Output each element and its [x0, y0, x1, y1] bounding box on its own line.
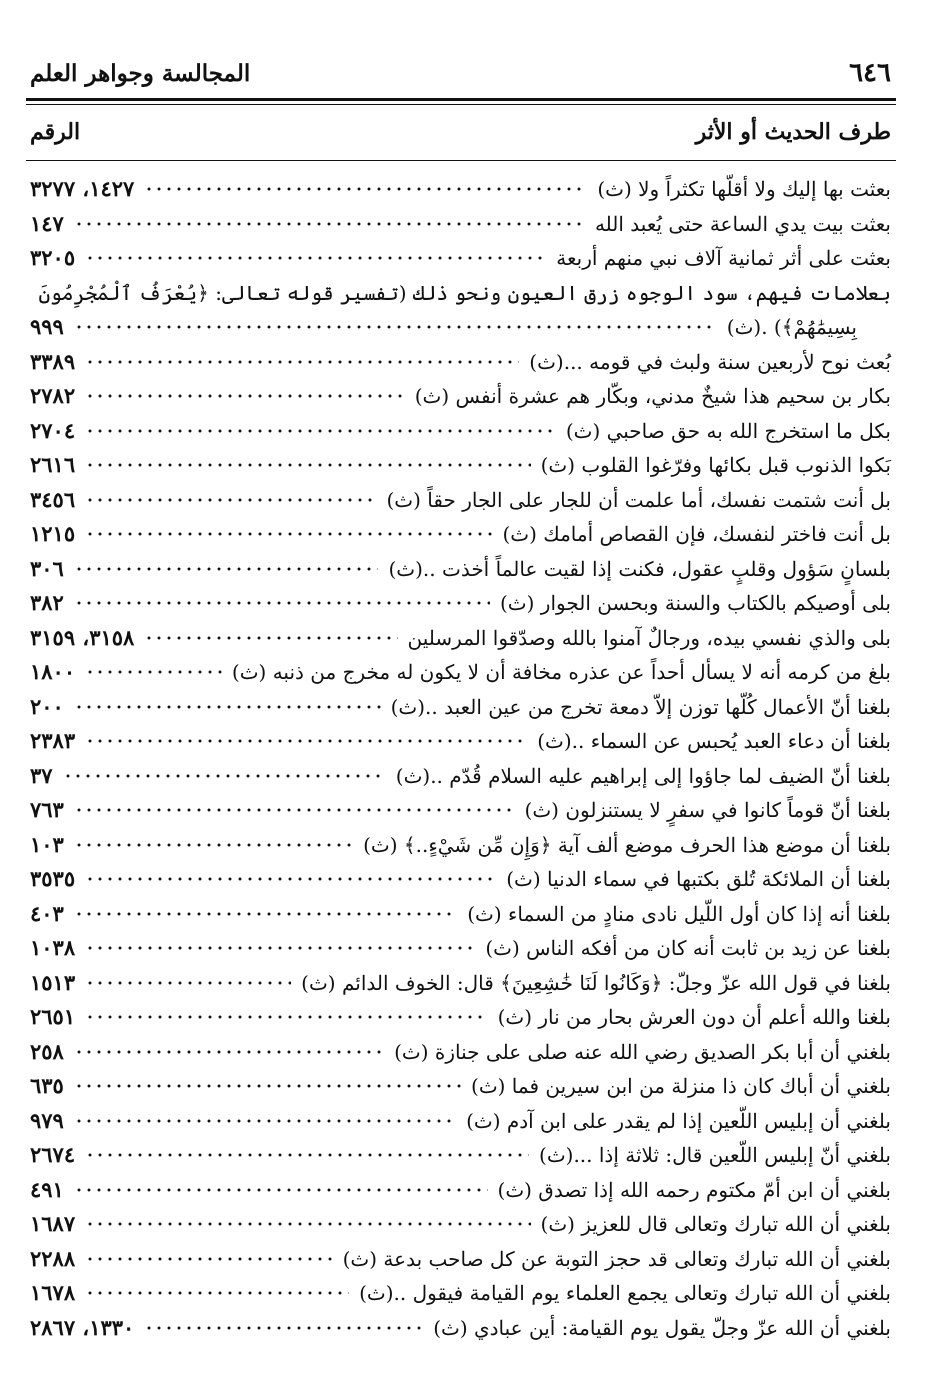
dot-leader — [85, 876, 496, 882]
index-entry — [30, 793, 891, 828]
entry-reference-number: ٣٠٦ — [30, 555, 64, 581]
entry-text: بلغنا أن دعاء العبد يُحبس عن السماء ..(ث) — [537, 729, 891, 753]
entry-reference-number: ١٣٣٠، ٢٨٦٧ — [30, 1314, 135, 1340]
dot-leader — [85, 531, 492, 537]
dot-leader — [85, 359, 519, 365]
dot-leader — [85, 393, 405, 399]
entry-reference-number: ٧٦٣ — [30, 797, 64, 822]
entry-reference-number: ١٨٠٠ — [30, 659, 76, 684]
index-entry — [30, 552, 891, 587]
index-entry — [30, 1242, 891, 1277]
dot-leader — [85, 738, 527, 744]
index-entry — [30, 310, 891, 345]
entry-text: بلغنا أنّ الضيف لما جاؤوا إلى إبراهيم عليه السلام قُدّم ..(ث) — [395, 763, 891, 788]
entry-reference-number: ٢٠٠ — [30, 693, 64, 719]
index-entry — [30, 241, 891, 276]
dot-leader — [74, 600, 490, 606]
dot-leader — [144, 186, 587, 192]
index-entry — [30, 1069, 891, 1104]
header-rule-thin — [26, 104, 896, 105]
dot-leader — [85, 1152, 529, 1158]
entry-text: بعثت بيت يدي الساعة حتى يُعبد الله — [594, 211, 891, 236]
index-entry — [30, 655, 891, 690]
index-entry — [30, 483, 891, 518]
entry-text: بلغني أن الله تبارك وتعالى يجمع العلماء يوم القيامة فيقول ..(ث) — [359, 1281, 891, 1305]
dot-leader — [85, 255, 546, 261]
dot-leader — [85, 669, 222, 675]
dot-leader — [85, 1014, 487, 1020]
entry-text: بلغني أن الله تبارك وتعالى قد حجز التوبة عن كل صاحب بدعة (ث) — [342, 1246, 891, 1271]
entry-reference-number: ٢٧٠٤ — [30, 417, 76, 443]
entry-reference-number: ١٦٧٨ — [30, 1280, 76, 1305]
entry-reference-number: ٣١٥٨، ٣١٥٩ — [30, 624, 135, 650]
dot-leader — [85, 497, 376, 503]
header-rule-thick — [26, 98, 896, 101]
entry-reference-number: ٦٣٥ — [30, 1073, 64, 1098]
dot-leader — [74, 221, 585, 227]
entry-reference-number: ١٤٢٧، ٣٢٧٧ — [30, 176, 135, 201]
entry-reference-number: ٢٧٨٢ — [30, 383, 76, 408]
dot-leader — [74, 1049, 384, 1055]
entry-text: بلغنا في قول الله عزّ وجلّ: ﴿وَكَانُوا لَنَا خَٰشِعِينَ﴾ قال: الخوف الدائم (ث) — [301, 970, 891, 995]
entry-text: بلغنا أنه إذا كان أول اللّيل نادى منادٍ من السماء (ث) — [467, 901, 891, 926]
entry-text: بعثت بها إليك ولا أقلّها تكثراً ولا (ث) — [597, 177, 891, 201]
entry-reference-number: ٩٩٩ — [30, 314, 64, 339]
entry-reference-number: ٢٦٥١ — [30, 1004, 76, 1029]
index-entry — [30, 966, 891, 1001]
dot-leader — [85, 1221, 530, 1227]
entry-text: بعلامات فيهم، سود الوجوه زرق العيون ونحو ذلك (تفسير قوله تعالى: ﴿يُعْرَفُ ٱلْمُجْرِمُونَ — [38, 280, 891, 305]
dot-leader — [74, 842, 353, 848]
entry-reference-number: ١٢١٥ — [30, 521, 76, 546]
index-entry — [30, 586, 891, 621]
entry-text: بلسانٍ سَؤول وقلبٍ عقول، فكنت إذا لقيت عالماً أخذت ..(ث) — [388, 556, 891, 581]
index-entry — [30, 448, 891, 483]
dot-leader — [74, 566, 379, 572]
entry-text: بلغني أن أبا بكر الصديق رضي الله عنه صلى على جنازة (ث) — [394, 1039, 891, 1064]
dot-leader — [85, 945, 475, 951]
index-entry — [30, 414, 891, 449]
entry-text: بِسِيمَٰهُمْ﴾) .(ث) — [726, 315, 857, 339]
entry-reference-number: ٢٥٨ — [30, 1038, 64, 1064]
index-entry — [30, 517, 891, 552]
index-entry — [30, 828, 891, 863]
dot-leader — [74, 807, 515, 813]
entry-reference-number: ٢٣٨٣ — [30, 728, 76, 753]
entry-reference-number: ٢٦٧٤ — [30, 1142, 76, 1167]
index-entry — [30, 207, 891, 242]
entry-reference-number: ١٤٧ — [30, 210, 64, 236]
entry-text: بكار بن سحيم هذا شيخٌ مدني، وبكّار هم عشرة أنفس (ث) — [414, 384, 891, 408]
dot-leader — [63, 773, 386, 779]
dot-leader — [144, 1325, 423, 1331]
index-entry — [30, 1104, 891, 1139]
entry-text: بلغني أن إبليس اللّعين إذا لم يقدر على ابن آدم (ث) — [466, 1108, 891, 1133]
entry-reference-number: ١٦٨٧ — [30, 1211, 76, 1236]
dot-leader — [74, 1118, 456, 1124]
entry-text: بلغني أن أباك كان ذا منزلة من ابن سيرين فما (ث) — [471, 1074, 891, 1098]
dot-leader — [144, 635, 397, 641]
dot-leader — [85, 462, 530, 468]
entry-text: بعثت على أثر ثمانية آلاف نبي منهم أربعة — [556, 246, 891, 270]
entry-reference-number: ١٠٣ — [30, 831, 64, 857]
entry-reference-number: ٩٧٩ — [30, 1107, 64, 1133]
index-entry — [30, 1276, 891, 1311]
entry-text: بَكوا الذنوب قبل بكائها وفرّغوا القلوب (ث) — [540, 453, 891, 477]
index-entry — [30, 345, 891, 380]
index-entry — [30, 1311, 891, 1346]
entry-text: بلغنا والله أعلم أن دون العرش بحار من نار (ث) — [497, 1005, 891, 1029]
column-heading-hadith: طرف الحديث أو الأثر — [695, 119, 891, 145]
entry-reference-number: ٣٧ — [30, 762, 53, 788]
entry-text: بُعث نوح لأربعين سنة ولبث في قومه ...(ث) — [529, 349, 891, 374]
dot-leader — [74, 1083, 461, 1089]
dot-leader — [74, 1187, 488, 1193]
page-number: ٦٤٦ — [849, 58, 891, 88]
dot-leader — [74, 324, 717, 330]
entry-reference-number: ٤٠٣ — [30, 900, 64, 926]
column-heading-rule — [26, 160, 896, 161]
index-entry — [30, 759, 891, 794]
entry-text: بلغ من كرمه أنه لا يسأل أحداً عن عذره مخافة أن لا يكون له مخرج من ذنبه (ث) — [231, 660, 891, 684]
index-entry — [30, 621, 891, 656]
dot-leader — [74, 911, 457, 917]
dot-leader — [74, 704, 381, 710]
entry-text: بل أنت فاختر لنفسك، فإن القصاص أمامك (ث) — [502, 522, 891, 546]
entry-text: بلغني أنّ إبليس اللّعين قال: ثلاثة إذا ...(ث) — [539, 1143, 891, 1167]
index-entry — [30, 1138, 891, 1173]
entry-reference-number: ١٥١٣ — [30, 969, 76, 995]
dot-leader — [85, 1256, 333, 1262]
entry-text: بلغنا أنّ الأعمال كُلّها توزن إلاّ دمعة تخرج من عين العبد ..(ث) — [390, 694, 891, 719]
column-headings — [30, 112, 891, 152]
entry-text: بلى أوصيكم بالكتاب والسنة وبحسن الجوار (ث) — [500, 591, 891, 615]
index-entries — [30, 172, 891, 1345]
index-entry — [30, 1035, 891, 1070]
entry-reference-number: ٣٤٥٦ — [30, 486, 76, 512]
entry-text: بلغنا أن موضع هذا الحرف موضع ألف آية ﴿وَإِن مِّن شَيْءٍ..﴾ (ث) — [363, 832, 891, 857]
index-entry — [30, 862, 891, 897]
dot-leader — [85, 980, 291, 986]
book-title: المجالسة وجواهر العلم — [30, 59, 251, 87]
index-entry — [30, 1207, 891, 1242]
entry-reference-number: ٣٨٢ — [30, 590, 64, 615]
index-entry — [30, 1173, 891, 1208]
index-entry — [30, 724, 891, 759]
entry-reference-number: ٣٢٠٥ — [30, 245, 76, 270]
entry-reference-number: ٢٦١٦ — [30, 452, 76, 477]
index-entry — [30, 172, 891, 207]
entry-text: بلغني أن الله عزّ وجلّ يقول يوم القيامة: أين عبادي (ث) — [433, 1315, 891, 1340]
entry-reference-number: ٣٥٣٥ — [30, 866, 76, 891]
entry-text: بلغنا أن الملائكة تُلق بكتبها في سماء الدنيا (ث) — [506, 867, 891, 891]
column-heading-number: الرقم — [30, 119, 81, 145]
entry-reference-number: ١٠٣٨ — [30, 935, 76, 960]
index-entry — [30, 690, 891, 725]
entry-text: بكل ما استخرج الله به حق صاحبي (ث) — [565, 418, 891, 443]
index-entry — [30, 897, 891, 932]
entry-text: بلغنا أنّ قوماً كانوا في سفرٍ لا يستنزلون (ث) — [524, 798, 891, 822]
index-entry — [30, 1000, 891, 1035]
entry-text: بلغني أن الله تبارك وتعالى قال للعزيز (ث) — [540, 1212, 891, 1236]
entry-reference-number: ٣٣٨٩ — [30, 348, 76, 374]
index-entry — [30, 931, 891, 966]
dot-leader — [85, 428, 556, 434]
entry-text: بلغني أن ابن أمّ مكتوم رحمه الله إذا تصدق (ث) — [497, 1177, 891, 1202]
entry-text: بلغنا عن زيد بن ثابت أنه كان من أفكه الناس (ث) — [485, 936, 891, 960]
entry-text: بلى والذي نفسي بيده، ورجالٌ آمنوا بالله وصدّقوا المرسلين — [407, 625, 891, 650]
dot-leader — [85, 1290, 349, 1296]
index-entry — [30, 379, 891, 414]
page-header — [30, 52, 891, 94]
entry-text: بل أنت شتمت نفسك، أما علمت أن للجار على الجار حقاً (ث) — [386, 487, 891, 512]
index-entry — [30, 276, 891, 311]
entry-reference-number: ٢٢٨٨ — [30, 1245, 76, 1271]
entry-reference-number: ٤٩١ — [30, 1176, 64, 1202]
